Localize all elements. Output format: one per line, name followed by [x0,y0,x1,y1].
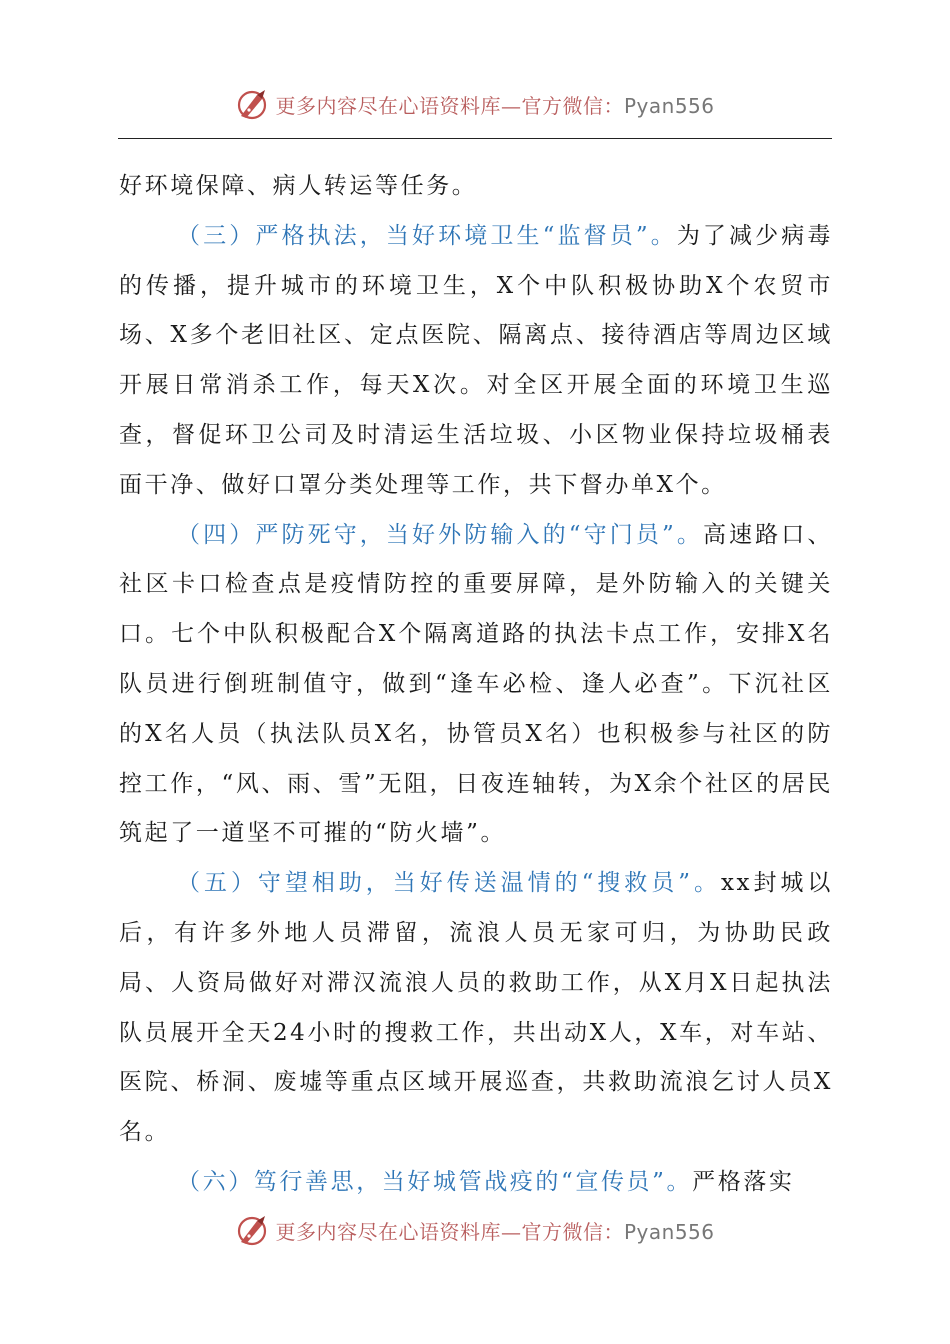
header-banner [0,84,950,124]
footer-banner-text: 更多内容尽在心语资料库—官方微信：Pyan556 [275,1219,715,1244]
pen-nib-icon [235,1212,271,1248]
paragraph-1 [119,162,833,212]
header-divider [118,138,832,139]
header-banner-text: 更多内容尽在心语资料库—官方微信：Pyan556 [275,93,715,118]
paragraph-4 [119,859,833,1158]
paragraph-3-body: 高速路口、社区卡口检查点是疫情防控的重要屏障，是外防输入的关键关口。七个中队积极配合X个隔离道路的执法卡点工作，安排X名队员进行倒班制值守，做到“逢车必检、逢人必查”。下沉社区的X名人员（执法队员X名，协管员X名）也积极参与社区的防控工作，“风、雨、雪”无阻，日夜连轴转，为X余个社区的居民筑起了一道坚不可摧的“防火墙”。 [119,521,833,847]
section-heading-5: （五）守望相助，当好传送温情的“搜救员”。 [177,870,721,897]
paragraph-4-body: xx封城以后，有许多外地人员滞留，流浪人员无家可归，为协助民政局、人资局做好对滞汉流浪人员的救助工作，从X月X日起执法队员展开全天24小时的搜救工作，共出动X人，X车，对车站、医院、桥洞、废墟等重点区域开展巡查，共救助流浪乞讨人员X名。 [119,870,833,1146]
footer-wechat-id: Pyan556 [623,1219,715,1244]
document-body [119,162,833,1208]
paragraph-5 [119,1158,833,1208]
paragraph-5-body: 严格落实 [692,1168,795,1195]
footer-banner [0,1210,950,1250]
pen-nib-icon [235,86,271,122]
paragraph-2 [119,212,833,511]
paragraph-2-body: 为了减少病毒的传播，提升城市的环境卫生，X个中队积极协助X个农贸市场、X多个老旧社区、定点医院、隔离点、接待酒店等周边区域开展日常消杀工作，每天X次。对全区开展全面的环境卫生巡查，督促环卫公司及时清运生活垃圾、小区物业保持垃圾桶表面干净、做好口罩分类处理等工作，共下督办单X个。 [119,222,833,498]
section-heading-4: （四）严防死守，当好外防输入的“守门员”。 [177,521,703,548]
header-wechat-id: Pyan556 [623,93,715,118]
section-heading-3: （三）严格执法，当好环境卫生“监督员”。 [177,222,677,249]
paragraph-1-body: 好环境保障、病人转运等任务。 [119,173,478,199]
section-heading-6: （六）笃行善思，当好城管战疫的“宣传员”。 [177,1168,693,1195]
paragraph-3 [119,511,833,860]
